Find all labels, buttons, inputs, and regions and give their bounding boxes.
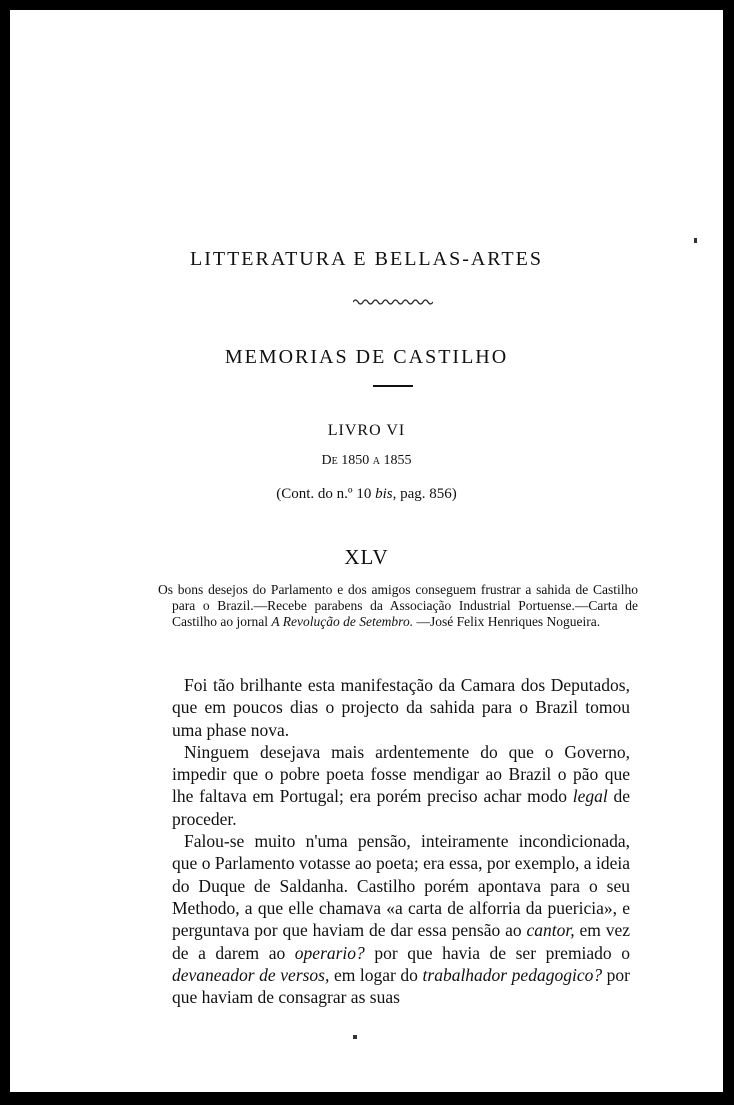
paragraph-1: Foi tão brilhante esta manifestação da Camara dos Deputados, que em poucos dias o projecto da sahida para o Brazil tomou uma phase nova. (172, 675, 630, 740)
ornamental-wavy-rule (353, 298, 433, 306)
ink-speck (694, 238, 697, 243)
years-start: 1850 (341, 453, 370, 468)
paragraph-3-text-d: em logar do (329, 964, 423, 985)
paragraph-2 (172, 741, 630, 830)
cont-pre: (Cont. do n.º 10 (276, 486, 376, 502)
body-text (172, 674, 630, 1008)
summary-journal: A Revolução de Setembro. (271, 614, 414, 629)
paragraph-3-text-b: em vez de a darem ao (172, 920, 630, 963)
paragraph-3-text-c: por que havia de ser premiado o (364, 942, 630, 963)
years-end: 1855 (383, 453, 412, 468)
summary-part1: Os bons desejos do Parlamento e dos amigos conseguem frustrar a sahida de Castilho para o Brazil.—Recebe parabens da Associação Industrial Portuense.—Carta de Castilho ao jornal (158, 582, 638, 629)
paragraph-2-italic: legal (572, 786, 608, 807)
paragraph-2-text: Ninguem desejava mais ardentemente do que o Governo, impedir que o pobre poeta fosse mendigar ao Brazil o pão que lhe faltava em Portugal; era porém preciso achar modo (172, 741, 630, 807)
section-title: LITTERATURA E BELLAS-ARTES (189, 248, 543, 270)
paragraph-3-italic-4: trabalhador pedagogico? (422, 964, 603, 985)
paragraph-3-italic-3: devaneador de versos, (172, 964, 330, 985)
paragraph-3 (172, 830, 630, 1008)
title-rule (373, 385, 413, 387)
paragraph-3-italic-1: cantor, (526, 920, 575, 941)
paragraph-2-end: de proceder. (172, 786, 630, 829)
chapter-summary (158, 582, 638, 630)
years-separator: a (372, 453, 380, 468)
article-title: MEMORIAS DE CASTILHO (224, 346, 509, 368)
book-number: LIVRO VI (327, 422, 406, 439)
chapter-number: XLV (344, 545, 389, 569)
book-page (10, 10, 723, 1092)
continuation-note (10, 486, 723, 503)
cont-post: , pag. 856) (392, 486, 457, 502)
year-range (10, 453, 723, 469)
years-prefix: De (321, 453, 338, 468)
paragraph-3-text-a: Falou-se muito n'uma pensão, inteiramente incondicionada, que o Parlamento votasse ao poeta; era essa, por exemplo, a ideia do Duque de Saldanha. Castilho porém apontava para o seu Methodo, a que elle chamava «a carta de alforria da puericia», e perguntava por que haviam de dar essa pensão ao (172, 831, 630, 941)
cont-bis: bis (375, 486, 393, 502)
paragraph-3-italic-2: operario? (294, 942, 365, 963)
paragraph-3-text-e: por que haviam de consagrar as suas (172, 964, 630, 1008)
ink-speck (353, 1035, 357, 1039)
summary-part2: —José Felix Henriques Nogueira. (413, 614, 601, 629)
